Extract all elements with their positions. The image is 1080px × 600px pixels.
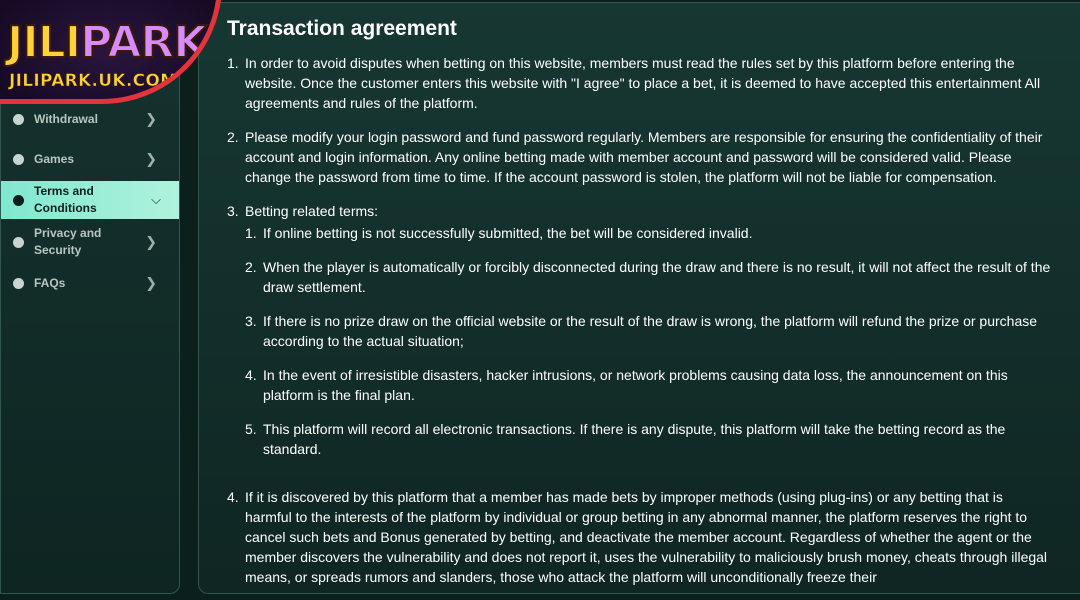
bullet-icon [13, 237, 24, 248]
sub-term-item [245, 257, 1053, 297]
term-item [227, 487, 1053, 587]
chevron-right-icon: ❯ [145, 233, 157, 250]
sidebar-item-withdrawal[interactable] [1, 101, 179, 137]
bullet-icon [13, 114, 24, 125]
chevron-down-icon: ⌵ [151, 192, 161, 207]
sub-term-number: 2. [245, 259, 257, 275]
terms-content-panel [198, 2, 1080, 594]
sub-term-number: 4. [245, 367, 257, 383]
sub-term-number: 3. [245, 313, 257, 329]
sub-term-number: 5. [245, 421, 257, 437]
term-number: 4. [227, 489, 239, 505]
sidebar-item-label: FAQs [34, 275, 66, 290]
chevron-right-icon: ❯ [145, 274, 157, 291]
logo-wordmark: JILIPARK [7, 17, 207, 68]
bullet-icon [13, 278, 24, 289]
term-text: If it is discovered by this platform that a member has made bets by improper methods (using plug-ins) or any betting that is harmful to the interests of the platform by individual or group betting in any abnormal manner, the platform reserves the right to cancel such bets and Bonus generated by betting, and deactivate the member account. Regardless of whether the agent or the member discovers the vulnerability and does not report it, uses the vulnerability to maliciously brush money, cheats through illegal means, or spreads rumors and slanders, those who attack the platform will unconditionally freeze their [245, 489, 1048, 585]
chevron-right-icon: ❯ [145, 110, 157, 127]
chevron-right-icon: ❯ [145, 150, 157, 167]
sub-term-item [245, 365, 1053, 405]
betting-terms-list [245, 223, 1053, 459]
bullet-icon [13, 154, 24, 165]
sidebar-item-label: Withdrawal [34, 111, 98, 126]
term-number: 2. [227, 129, 239, 145]
page-title: Transaction agreement [227, 17, 457, 40]
sub-term-text: If online betting is not successfully submitted, the bet will be considered invalid. [263, 225, 753, 241]
sub-term-item [245, 311, 1053, 351]
sidebar-item-faqs[interactable] [1, 265, 179, 301]
sub-term-text: This platform will record all electronic transactions. If there is any dispute, this platform will take the betting record as the standard. [263, 421, 1006, 457]
sidebar-nav [1, 101, 179, 305]
sidebar-item-games[interactable] [1, 141, 179, 177]
term-item [227, 53, 1053, 113]
sidebar-item-label: Privacy and Security [34, 226, 102, 257]
term-item [227, 201, 1053, 473]
sidebar-item-label: Games [34, 151, 75, 166]
terms-list [227, 53, 1053, 594]
sub-term-text: In the event of irresistible disasters, hacker intrusions, or network problems causing data loss, the announcement on this platform is the final plan. [263, 367, 1008, 403]
term-text: Please modify your login password and fund password regularly. Members are responsible for ensuring the confidentiality of their account and login information. Any online betting made with member account and password will be considered valid. Please change the password from time to time. If the account password is stolen, the platform will not be liable for compensation. [245, 129, 1043, 185]
sub-term-item [245, 419, 1053, 459]
sub-term-text: If there is no prize draw on the official website or the result of the draw is wrong, the platform will refund the prize or purchase according to the actual situation; [263, 313, 1038, 349]
term-number: 3. [227, 203, 239, 219]
site-logo[interactable] [0, 0, 222, 104]
sidebar-item-label: Terms and Conditions [34, 184, 97, 215]
term-text: In order to avoid disputes when betting on this website, members must read the rules set by this platform before entering the website. Once the customer enters this website with "I agree" to place a bet, it is deemed to have accepted this entertainment All agreements and rules of the platform. [245, 55, 1041, 111]
logo-domain: JILIPARK.UK.COM [9, 71, 178, 91]
bullet-icon [13, 195, 24, 206]
sidebar-item-terms-and-conditions[interactable] [1, 181, 179, 219]
term-text: Betting related terms: [245, 203, 379, 219]
term-item [227, 127, 1053, 187]
sub-term-number: 1. [245, 225, 257, 241]
sub-term-item [245, 223, 1053, 243]
term-number: 1. [227, 55, 239, 71]
sub-term-text: When the player is automatically or forcibly disconnected during the draw and there is no result, it will not affect the result of the draw settlement. [263, 259, 1051, 295]
sidebar-item-privacy-and-security[interactable] [1, 223, 179, 261]
